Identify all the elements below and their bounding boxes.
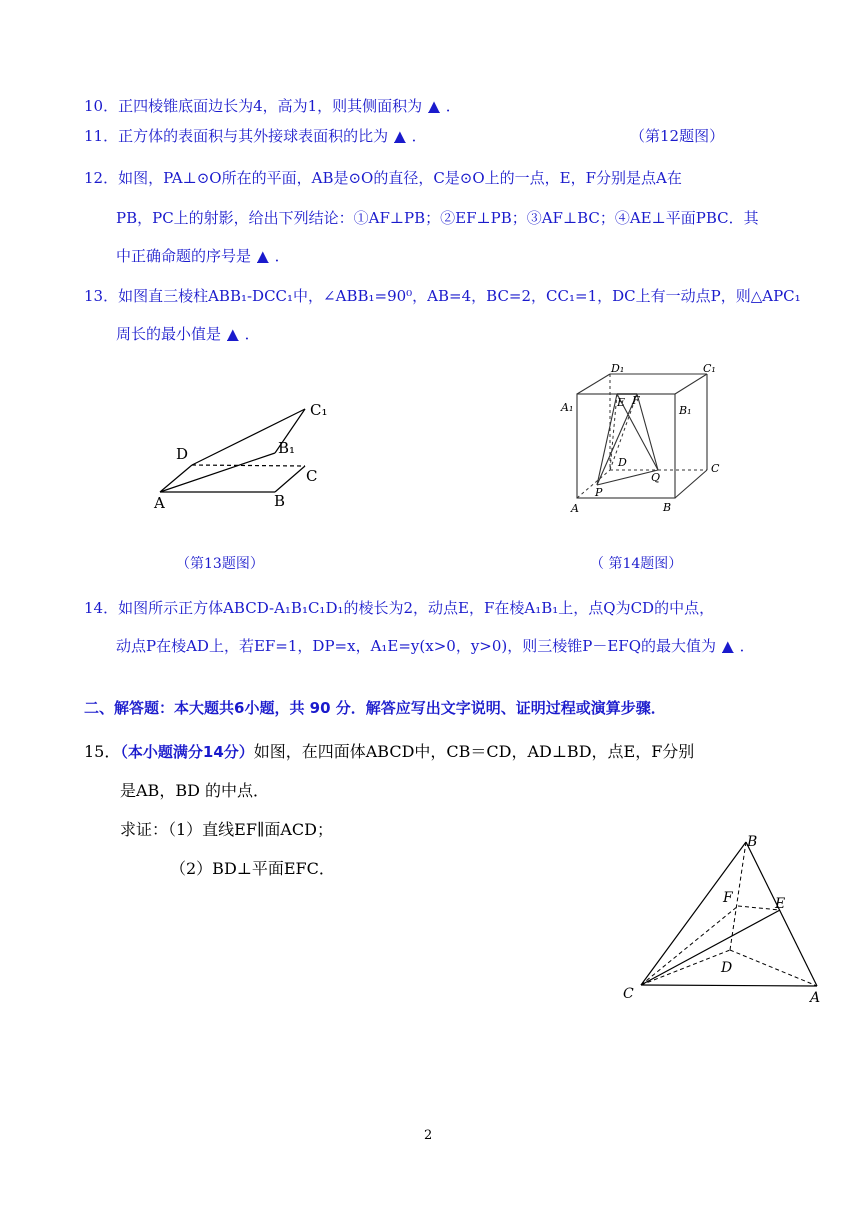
label-D: D [618, 456, 627, 469]
question-15-prove-2: （2）BD⊥平面EFC． [170, 859, 335, 878]
label-B: B [747, 834, 758, 850]
edge-AD [577, 470, 610, 498]
segment-PQ [597, 470, 661, 485]
triangle-icon: ▲ [227, 325, 239, 343]
segment-EP [597, 394, 617, 485]
figure-14 [555, 360, 735, 525]
label-P: P [595, 486, 603, 499]
question-10-end: ． [445, 97, 461, 115]
edge-DC [192, 465, 305, 466]
label-Q: Q [651, 471, 661, 484]
label-C1: C₁ [310, 401, 328, 419]
label-B1: B₁ [679, 404, 692, 417]
question-15-line2: 是AB，BD 的中点． [120, 781, 269, 800]
label-A: A [571, 502, 579, 515]
edge-BC [275, 466, 305, 492]
question-14-line2 [116, 635, 755, 656]
question-11 [84, 125, 427, 146]
question-13-end: ． [244, 325, 260, 343]
triangle-icon: ▲ [257, 247, 269, 265]
question-14-line1: 14．如图所示正方体ABCD-A₁B₁C₁D₁的棱长为2，动点E，F在棱A₁B₁上，点Q为CD的中点， [84, 599, 715, 617]
question-14-text: 动点P在棱AD上，若EF=1，DP=x，A₁E=y(x>0，y>0)，则三棱锥P－EFQ的最大值为 [116, 637, 717, 655]
edge-BA [746, 842, 817, 986]
label-C: C [711, 462, 720, 475]
segment-FQ [637, 394, 658, 470]
question-15-prove-1: 求证：（1）直线EF∥面ACD； [120, 820, 333, 839]
label-A: A [810, 990, 821, 1006]
question-10 [84, 95, 461, 116]
answer-blank [221, 325, 245, 343]
label-E: E [775, 896, 786, 912]
fig13-caption: （第13题图） [176, 556, 264, 572]
question-10-text: 10．正四棱锥底面边长为4，高为1，则其侧面积为 [84, 97, 423, 115]
question-12-line3 [116, 245, 290, 266]
page-number: 2 [424, 1128, 433, 1143]
label-C1: C₁ [703, 362, 716, 375]
edge-CA [641, 985, 817, 986]
label-B: B [274, 492, 286, 510]
question-15-text: 如图，在四面体ABCD中，CB＝CD，AD⊥BD，点E，F分别 [253, 742, 695, 761]
question-11-text: 11．正方体的表面积与其外接球表面积的比为 [84, 127, 389, 145]
question-13-line2 [116, 323, 260, 344]
label-B: B [663, 501, 672, 514]
question-14-end: ． [739, 637, 755, 655]
answer-blank [422, 97, 446, 115]
label-F: F [632, 394, 640, 407]
triangle-icon: ▲ [722, 637, 734, 655]
label-A1: A₁ [561, 401, 574, 414]
edge-AD [160, 465, 192, 492]
question-11-end: ． [411, 127, 427, 145]
section-2-heading: 二、解答题：本大题共6小题，共 90 分．解答应写出文字说明、证明过程或演算步骤． [84, 699, 666, 717]
label-D: D [721, 960, 733, 976]
figure-15 [615, 830, 830, 1010]
question-15-points: （本小题满分14分） [120, 743, 254, 761]
label-F: F [723, 890, 733, 906]
question-12-text: 中正确命题的序号是 [116, 247, 252, 265]
answer-blank [388, 127, 412, 145]
fig14-caption: （ 第14题图） [590, 556, 683, 572]
answer-blank [251, 247, 275, 265]
edge-B1C1 [675, 374, 707, 394]
question-15-line1 [84, 739, 694, 762]
label-A: A [154, 494, 165, 512]
question-12-end: ． [274, 247, 290, 265]
fig12-caption: （第12题图） [630, 127, 725, 145]
segment-CE [641, 910, 780, 985]
answer-blank [716, 637, 740, 655]
label-E: E [617, 396, 626, 409]
edge-A1D1 [577, 374, 610, 394]
question-13-text: 周长的最小值是 [116, 325, 222, 343]
edge-BC [675, 470, 707, 498]
segment-ED [610, 394, 617, 470]
question-12-line2: PB，PC上的射影，给出下列结论：①AF⊥PB；②EF⊥PB；③AF⊥BC；④AE⊥平面PBC．其 [116, 209, 759, 227]
question-15-number: 15． [84, 742, 121, 761]
segment-FE [738, 906, 780, 910]
label-B1: B₁ [278, 439, 296, 457]
label-C: C [306, 467, 318, 485]
triangle-icon: ▲ [394, 127, 406, 145]
question-13-line1: 13．如图直三棱柱ABB₁-DCC₁中，∠ABB₁=90⁰，AB=4，BC=2，CC₁=1，DC上有一动点P，则△APC₁ [84, 287, 801, 305]
edge-DA [730, 950, 817, 986]
figure-13 [140, 395, 350, 515]
question-12-line1: 12．如图，PA⊥⊙O所在的平面，AB是⊙O的直径，C是⊙O上的一点，E，F分别是点A在 [84, 169, 682, 187]
triangle-icon: ▲ [428, 97, 440, 115]
label-C: C [623, 986, 634, 1002]
label-D1: D₁ [611, 362, 625, 375]
label-D: D [176, 445, 189, 463]
